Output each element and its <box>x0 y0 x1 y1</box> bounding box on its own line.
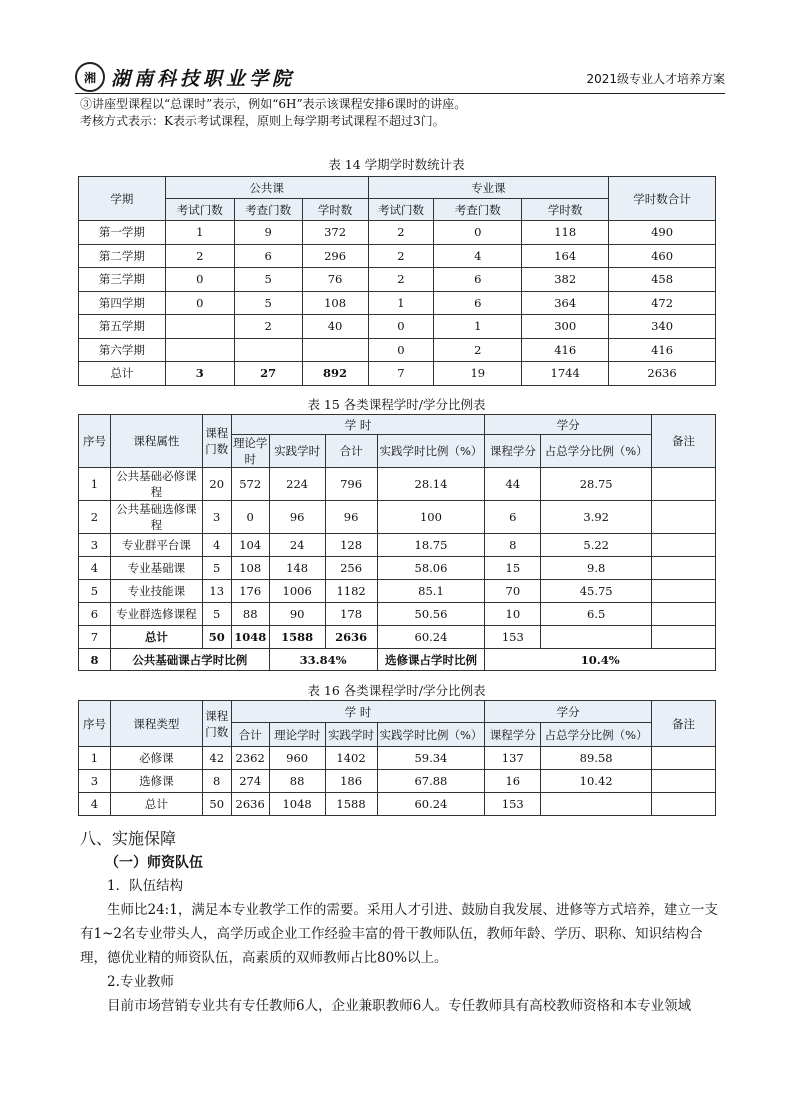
table-cell: 128 <box>325 534 377 557</box>
table-cell <box>165 338 234 362</box>
table-cell: 274 <box>231 770 269 793</box>
table-cell: 16 <box>485 770 541 793</box>
table-row <box>79 244 716 268</box>
table-cell: 50 <box>202 626 231 649</box>
table-cell: 总计 <box>79 362 166 386</box>
table-row <box>79 603 716 626</box>
table-cell: 6 <box>434 268 522 292</box>
table-cell <box>652 580 716 603</box>
table-cell: 公共基础选修课程 <box>110 501 202 534</box>
table-row <box>79 501 716 534</box>
table-cell: 15 <box>485 557 541 580</box>
table-row <box>79 747 716 770</box>
table-cell: 1006 <box>269 580 325 603</box>
table-cell: 3 <box>202 501 231 534</box>
table-cell: 2 <box>234 315 302 339</box>
table-cell: 0 <box>231 501 269 534</box>
table-cell: 60.24 <box>377 626 485 649</box>
table-cell: 20 <box>202 468 231 501</box>
table-cell: 5 <box>202 557 231 580</box>
summary-no: 8 <box>79 649 111 671</box>
table-cell: 148 <box>269 557 325 580</box>
subheader: 考试门数 <box>165 199 234 221</box>
table-cell: 19 <box>434 362 522 386</box>
table-cell: 100 <box>377 501 485 534</box>
table-cell: 96 <box>269 501 325 534</box>
table-cell <box>652 557 716 580</box>
table-cell <box>652 770 716 793</box>
table-cell: 28.75 <box>541 468 652 501</box>
header-credit: 学分 <box>485 415 652 435</box>
table-cell: 44 <box>485 468 541 501</box>
header-major: 专业课 <box>368 177 609 199</box>
table-cell: 1048 <box>269 793 325 816</box>
table-cell <box>302 338 368 362</box>
table-cell: 6.5 <box>541 603 652 626</box>
table-cell <box>652 603 716 626</box>
table-cell <box>652 534 716 557</box>
table-cell: 0 <box>165 268 234 292</box>
table-cell: 1 <box>434 315 522 339</box>
table-cell: 76 <box>302 268 368 292</box>
table-cell: 第四学期 <box>79 291 166 315</box>
table-row <box>79 338 716 362</box>
header-total-hours: 学时数合计 <box>609 177 716 221</box>
table-cell: 4 <box>202 534 231 557</box>
table-cell: 公共基础必修课程 <box>110 468 202 501</box>
table-cell: 2 <box>434 338 522 362</box>
subheader: 实践学时 <box>269 435 325 468</box>
table-row <box>79 770 716 793</box>
table-cell: 5 <box>79 580 111 603</box>
table-cell: 224 <box>269 468 325 501</box>
table-cell: 472 <box>609 291 716 315</box>
table-cell: 4 <box>434 244 522 268</box>
header-public: 公共课 <box>165 177 368 199</box>
table-cell: 40 <box>302 315 368 339</box>
table-cell: 2 <box>368 221 434 245</box>
table-cell: 0 <box>368 315 434 339</box>
table-cell: 364 <box>522 291 609 315</box>
subheader: 合计 <box>231 723 269 747</box>
table-row <box>79 291 716 315</box>
table-cell: 5.22 <box>541 534 652 557</box>
table-cell: 89.58 <box>541 747 652 770</box>
table-cell: 1588 <box>325 793 377 816</box>
table-cell <box>541 793 652 816</box>
table-cell: 6 <box>79 603 111 626</box>
summary-value-elective: 10.4% <box>485 649 716 671</box>
table-cell: 460 <box>609 244 716 268</box>
table-cell: 6 <box>485 501 541 534</box>
table-cell <box>652 747 716 770</box>
table-cell: 28.14 <box>377 468 485 501</box>
table-cell <box>652 793 716 816</box>
subheader: 考查门数 <box>234 199 302 221</box>
table-cell: 176 <box>231 580 269 603</box>
summary-label-public: 公共基础课占学时比例 <box>110 649 269 671</box>
table-cell: 2636 <box>231 793 269 816</box>
table-cell: 372 <box>302 221 368 245</box>
table-cell: 88 <box>269 770 325 793</box>
table-cell: 专业技能课 <box>110 580 202 603</box>
header-rule <box>75 93 725 94</box>
table-cell: 1402 <box>325 747 377 770</box>
table-cell: 104 <box>231 534 269 557</box>
section-title: 八、实施保障 <box>80 829 177 848</box>
table-row <box>79 793 716 816</box>
table-cell: 4 <box>79 557 111 580</box>
subheader: 理论学时 <box>232 436 268 466</box>
table-cell: 1 <box>368 291 434 315</box>
subheader: 合计 <box>325 435 377 468</box>
table-cell: 45.75 <box>541 580 652 603</box>
table-cell: 1744 <box>522 362 609 386</box>
table-cell: 153 <box>485 626 541 649</box>
table-cell: 108 <box>231 557 269 580</box>
table-cell: 1182 <box>325 580 377 603</box>
table-cell: 59.34 <box>377 747 485 770</box>
table-cell: 5 <box>234 291 302 315</box>
table15-caption: 表 15 各类课程学时/学分比例表 <box>307 397 486 412</box>
table-cell: 300 <box>522 315 609 339</box>
table-cell: 27 <box>234 362 302 386</box>
table-cell: 2636 <box>609 362 716 386</box>
table-cell: 5 <box>234 268 302 292</box>
table-cell: 0 <box>165 291 234 315</box>
table-cell: 70 <box>485 580 541 603</box>
subheader: 学时数 <box>302 199 368 221</box>
table-cell <box>652 468 716 501</box>
table-row <box>79 534 716 557</box>
table-cell: 1048 <box>231 626 269 649</box>
table-cell: 85.1 <box>377 580 485 603</box>
table-cell: 24 <box>269 534 325 557</box>
header-attr: 课程属性 <box>110 415 202 468</box>
subheader: 占总学分比例（%） <box>541 723 652 747</box>
header-hours: 学 时 <box>231 415 485 435</box>
table-cell: 0 <box>368 338 434 362</box>
table-cell: 8 <box>202 770 231 793</box>
table-cell: 88 <box>231 603 269 626</box>
subheader: 课程学分 <box>485 435 541 468</box>
table-row <box>79 315 716 339</box>
table-row <box>79 268 716 292</box>
table-cell: 164 <box>522 244 609 268</box>
table-cell: 2 <box>368 268 434 292</box>
table-cell: 6 <box>234 244 302 268</box>
table-cell: 458 <box>609 268 716 292</box>
table-cell: 专业群平台课 <box>110 534 202 557</box>
table-cell: 58.06 <box>377 557 485 580</box>
table-cell: 9 <box>234 221 302 245</box>
table-cell <box>652 626 716 649</box>
page-header <box>75 62 725 94</box>
table-cell: 13 <box>202 580 231 603</box>
table-cell: 42 <box>202 747 231 770</box>
table-cell: 专业基础课 <box>110 557 202 580</box>
table-cell: 90 <box>269 603 325 626</box>
doc-title: 2021级专业人才培养方案 <box>586 72 725 86</box>
logo-text: 湖南科技职业学院 <box>111 67 296 90</box>
subheader: 实践学时 <box>325 723 377 747</box>
header-term: 学期 <box>79 177 166 221</box>
table-cell: 153 <box>485 793 541 816</box>
table-cell: 3 <box>79 534 111 557</box>
table-cell <box>652 501 716 534</box>
table-cell: 18.75 <box>377 534 485 557</box>
table-cell: 178 <box>325 603 377 626</box>
table-cell: 总计 <box>110 626 202 649</box>
note-line: ③讲座型课程以“总课时”表示，例如“6H”表示该课程安排6课时的讲座。 <box>80 97 467 111</box>
item-heading: 2.专业教师 <box>107 974 174 990</box>
table-cell: 7 <box>368 362 434 386</box>
table-cell: 340 <box>609 315 716 339</box>
table-cell: 108 <box>302 291 368 315</box>
header-note: 备注 <box>652 415 716 468</box>
header-hours: 学 时 <box>231 701 485 723</box>
table-cell: 2636 <box>325 626 377 649</box>
table-cell: 10.42 <box>541 770 652 793</box>
table-cell: 3 <box>165 362 234 386</box>
header-no: 序号 <box>79 415 111 468</box>
header-no: 序号 <box>79 701 111 747</box>
table-cell: 50.56 <box>377 603 485 626</box>
table-cell: 必修课 <box>110 747 202 770</box>
table16-caption: 表 16 各类课程学时/学分比例表 <box>307 683 486 698</box>
paragraph: 生师比24:1，满足本专业教学工作的需要。采用人才引进、鼓励自我发展、进修等方式培养，建立一支有1~2名专业带头人，高学历或企业工作经验丰富的骨干教师队伍，教师年龄、学历、职称、知识结构合理，德优业精的师资队伍，高素质的双师教师占比80%以上。 <box>80 902 718 966</box>
subheader: 实践学时比例（%） <box>377 435 485 468</box>
table-cell: 1588 <box>269 626 325 649</box>
subheader: 学时数 <box>522 199 609 221</box>
section-subtitle: （一）师资队伍 <box>105 855 203 871</box>
school-logo <box>75 62 295 92</box>
table-cell: 416 <box>522 338 609 362</box>
table-cell: 67.88 <box>377 770 485 793</box>
table-cell: 选修课 <box>110 770 202 793</box>
table-cell: 7 <box>79 626 111 649</box>
table-cell: 第三学期 <box>79 268 166 292</box>
summary-label-elective: 选修课占学时比例 <box>377 649 485 671</box>
header-count: 课程门数 <box>202 701 231 747</box>
notes <box>80 96 466 130</box>
table-cell: 796 <box>325 468 377 501</box>
table-cell: 2 <box>165 244 234 268</box>
logo-seal-icon: 湘 <box>75 62 105 92</box>
table-row <box>79 362 716 386</box>
table-row <box>79 626 716 649</box>
subheader: 课程学分 <box>485 723 541 747</box>
table-cell: 5 <box>202 603 231 626</box>
table-cell <box>165 315 234 339</box>
table-cell: 第六学期 <box>79 338 166 362</box>
table-cell: 第二学期 <box>79 244 166 268</box>
table-cell: 256 <box>325 557 377 580</box>
header-count: 课程门数 <box>202 415 231 468</box>
table-cell: 第五学期 <box>79 315 166 339</box>
table-cell: 3.92 <box>541 501 652 534</box>
table-cell: 1 <box>79 468 111 501</box>
table-cell: 1 <box>79 747 111 770</box>
table-cell: 0 <box>434 221 522 245</box>
table-cell: 8 <box>485 534 541 557</box>
table-cell: 296 <box>302 244 368 268</box>
table14-caption: 表 14 学期学时数统计表 <box>328 157 465 172</box>
subheader: 考查门数 <box>434 199 522 221</box>
table-cell: 137 <box>485 747 541 770</box>
table-row <box>79 557 716 580</box>
table-cell: 96 <box>325 501 377 534</box>
table-cell: 3 <box>79 770 111 793</box>
table-cell: 总计 <box>110 793 202 816</box>
table-cell <box>234 338 302 362</box>
table-cell: 118 <box>522 221 609 245</box>
table-cell: 6 <box>434 291 522 315</box>
subheader: 考试门数 <box>368 199 434 221</box>
table-cell: 10 <box>485 603 541 626</box>
table-cell: 第一学期 <box>79 221 166 245</box>
table-row <box>79 580 716 603</box>
summary-value-public: 33.84% <box>269 649 377 671</box>
table-cell: 960 <box>269 747 325 770</box>
table-cell: 572 <box>231 468 269 501</box>
item-heading: 1．队伍结构 <box>107 878 184 894</box>
note-line: 考核方式表示：K表示考试课程，原则上每学期考试课程不超过3门。 <box>80 114 445 128</box>
table-cell: 186 <box>325 770 377 793</box>
subheader: 理论学时 <box>269 723 325 747</box>
table-cell: 4 <box>79 793 111 816</box>
table-cell: 382 <box>522 268 609 292</box>
table-cell: 专业群选修课程 <box>110 603 202 626</box>
table-cell: 2362 <box>231 747 269 770</box>
table-cell: 2 <box>79 501 111 534</box>
header-type: 课程类型 <box>110 701 202 747</box>
table-cell: 60.24 <box>377 793 485 816</box>
table-cell <box>541 626 652 649</box>
table-row <box>79 468 716 501</box>
table15 <box>78 414 716 671</box>
table-cell: 1 <box>165 221 234 245</box>
table-cell: 892 <box>302 362 368 386</box>
paragraph: 目前市场营销专业共有专任教师6人，企业兼职教师6人。专任教师具有高校教师资格和本专业领域 <box>107 998 692 1014</box>
header-note: 备注 <box>652 701 716 747</box>
header-credit: 学分 <box>485 701 652 723</box>
table14 <box>78 176 716 386</box>
table16 <box>78 700 716 816</box>
table-cell: 2 <box>368 244 434 268</box>
table-cell: 416 <box>609 338 716 362</box>
table-cell: 490 <box>609 221 716 245</box>
table-cell: 50 <box>202 793 231 816</box>
table-cell: 9.8 <box>541 557 652 580</box>
subheader: 实践学时比例（%） <box>377 723 485 747</box>
table-row <box>79 221 716 245</box>
subheader: 占总学分比例（%） <box>541 435 652 468</box>
